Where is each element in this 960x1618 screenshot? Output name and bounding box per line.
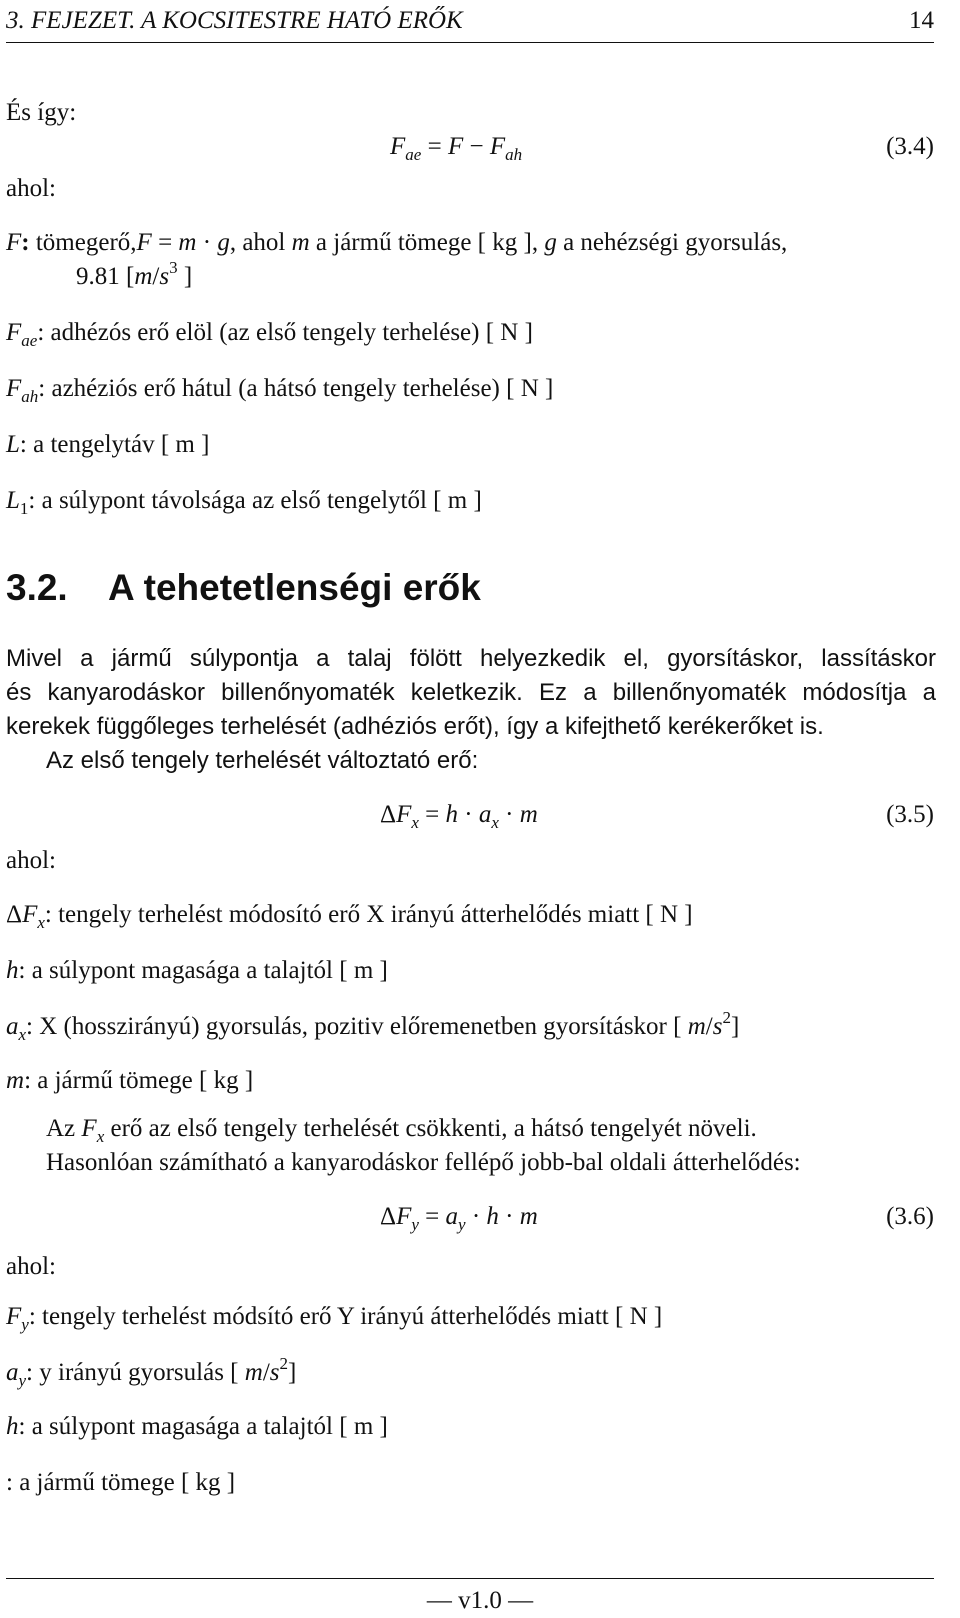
footer-version: — v1.0 — (426, 1587, 534, 1614)
equation-number: (3.4) (886, 133, 934, 160)
definition-h-2: h: a súlypont magasága a talajtól [ m ] (6, 1413, 388, 1440)
paragraph2-line-2: Hasonlóan számítható a kanyarodáskor fellépő jobb-bal oldali átterhelődés: (46, 1149, 801, 1176)
section-heading (6, 566, 481, 610)
definition-L: L: a tengelytáv [ m ] (6, 431, 210, 458)
definition-mass: : a jármű tömege [ kg ] (6, 1469, 236, 1496)
definition-Fah: $F_{ah}$: azhéziós erő hátul (a hátsó tengely terhelése) [ N ] (6, 375, 554, 406)
equation-number: (3.5) (886, 801, 934, 828)
ahol-label: ahol: (6, 1253, 56, 1280)
definition-Fy: $F_y$: tengely terhelést módsító erő Y irányú átterhelődés miatt [ N ] (6, 1303, 663, 1334)
paragraph-line-4: Az első tengely terhelését változtató erő: (46, 747, 479, 774)
definition-dFx: $\Delta F_x$: tengely terhelést módosító erő X irányú átterhelődés miatt [ N ] (6, 901, 693, 932)
definition-m: m: a jármű tömege [ kg ] (6, 1067, 254, 1094)
definition-h: h: a súlypont magasága a talajtól [ m ] (6, 957, 388, 984)
ahol-label: ahol: (6, 175, 56, 202)
definition-F-continuation: 9.81 [$m/s^3$ ] (76, 258, 193, 290)
ahol-label: ahol: (6, 847, 56, 874)
paragraph2-line-1: Az $F_x$ erő az első tengely terhelését csökkenti, a hátsó tengelyét növeli. (46, 1115, 757, 1146)
definition-ay: $a_y$: y irányú gyorsulás [ $m/s^2$] (6, 1354, 297, 1390)
section-number: 3.2. (6, 567, 68, 608)
paragraph-line-2: és kanyarodáskor billenőnyomaték keletkezik. Ez a billenőnyomaték módosítja a (6, 679, 936, 706)
definition-L1: $L_1$: a súlypont távolsága az első tengelytől [ m ] (6, 487, 482, 518)
header-rule (6, 42, 934, 43)
paragraph-line-3: kerekek függőleges terhelését (adhéziós erőt), így a kifejthető kerékerőket is. (6, 713, 824, 740)
intro-text: És így: (6, 99, 77, 126)
running-header-chapter: 3. FEJEZET. A KOCSITESTRE HATÓ ERŐK (6, 7, 463, 34)
section-title: A tehetetlenségi erők (108, 567, 481, 608)
definition-F: F: tömegerő,F = m · g, ahol m a jármű tömege [ kg ], g a nehézségi gyorsulás, (6, 229, 788, 256)
definition-ax: $a_x$: X (hosszirányú) gyorsulás, pozitiv előremenetben gyorsításkor [ $m/s^2$] (6, 1008, 740, 1044)
footer-rule (6, 1578, 934, 1579)
equation-body: $F_{ae} = F - F_{ah}$ (390, 133, 523, 164)
equation-number: (3.6) (886, 1203, 934, 1230)
equation-body: $\Delta F_x = h \cdot a_x \cdot m$ (380, 801, 538, 832)
paragraph-line-1: Mivel a jármű súlypontja a talaj fölött helyezkedik el, gyorsításkor, lassításkor (6, 645, 936, 672)
page-number: 14 (909, 7, 934, 34)
equation-body: $\Delta F_y = a_y \cdot h \cdot m$ (380, 1203, 538, 1234)
definition-Fae: $F_{ae}$: adhézós erő elöl (az első tengely terhelése) [ N ] (6, 319, 533, 350)
